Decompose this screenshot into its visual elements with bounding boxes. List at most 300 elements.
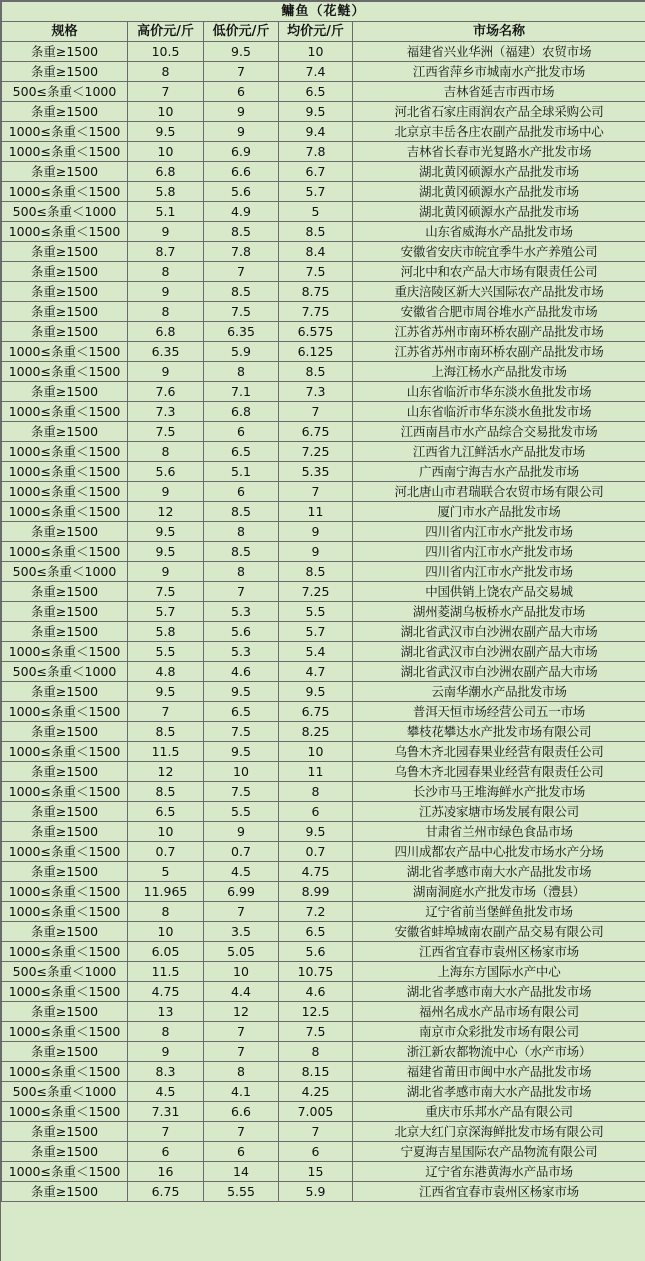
market-name-cell: 重庆涪陵区新大兴国际农产品批发市场 [353, 282, 645, 302]
table-row [2, 362, 645, 382]
high-price-cell: 11.5 [128, 962, 204, 982]
table-row [2, 662, 645, 682]
market-name-cell: 安徽省安庆市皖宜季牛水产养殖公司 [353, 242, 645, 262]
table-row [2, 422, 645, 442]
market-name-cell: 厦门市水产品批发市场 [353, 502, 645, 522]
high-price-cell: 4.8 [128, 662, 204, 682]
spec-cell: 1000≤条重＜1500 [2, 782, 128, 802]
table-row [2, 1122, 645, 1142]
low-price-cell: 6 [204, 82, 279, 102]
spec-cell: 条重≥1500 [2, 282, 128, 302]
table-row [2, 982, 645, 1002]
spec-cell: 条重≥1500 [2, 1142, 128, 1162]
table-row [2, 242, 645, 262]
market-name-cell: 南京市众彩批发市场有限公司 [353, 1022, 645, 1042]
table-row [2, 842, 645, 862]
market-name-cell: 江西省宜春市袁州区杨家市场 [353, 942, 645, 962]
market-name-cell: 北京大红门京深海鲜批发市场有限公司 [353, 1122, 645, 1142]
table-row [2, 462, 645, 482]
high-price-cell: 7 [128, 82, 204, 102]
high-price-cell: 8 [128, 262, 204, 282]
avg-price-cell: 5.5 [279, 602, 353, 622]
high-price-cell: 12 [128, 762, 204, 782]
avg-price-cell: 11 [279, 762, 353, 782]
market-name-cell: 山东省威海水产品批发市场 [353, 222, 645, 242]
spec-cell: 500≤条重＜1000 [2, 562, 128, 582]
market-name-cell: 四川省内江市水产批发市场 [353, 542, 645, 562]
market-name-cell: 辽宁省前当堡鲜鱼批发市场 [353, 902, 645, 922]
market-name-cell: 吉林省延吉市西市场 [353, 82, 645, 102]
high-price-cell: 8 [128, 62, 204, 82]
table-title: 鳙鱼（花鲢） [2, 2, 645, 22]
table-row [2, 342, 645, 362]
avg-price-cell: 11 [279, 502, 353, 522]
high-price-cell: 0.7 [128, 842, 204, 862]
avg-price-cell: 7.5 [279, 262, 353, 282]
avg-price-cell: 8.5 [279, 362, 353, 382]
low-price-cell: 12 [204, 1002, 279, 1022]
market-name-cell: 湖北黄冈硕源水产品批发市场 [353, 202, 645, 222]
high-price-cell: 7 [128, 1122, 204, 1142]
high-price-cell: 10 [128, 922, 204, 942]
low-price-cell: 7.5 [204, 722, 279, 742]
avg-price-cell: 8.4 [279, 242, 353, 262]
spec-cell: 1000≤条重＜1500 [2, 842, 128, 862]
high-price-cell: 5 [128, 862, 204, 882]
table-row [2, 42, 645, 62]
table-row [2, 182, 645, 202]
avg-price-cell: 12.5 [279, 1002, 353, 1022]
table-row [2, 102, 645, 122]
low-price-cell: 4.6 [204, 662, 279, 682]
table-row [2, 1182, 645, 1202]
low-price-cell: 5.55 [204, 1182, 279, 1202]
high-price-cell: 9.5 [128, 682, 204, 702]
table-row [2, 322, 645, 342]
avg-price-cell: 5.7 [279, 182, 353, 202]
market-name-cell: 中国供销上饶农产品交易城 [353, 582, 645, 602]
high-price-cell: 16 [128, 1162, 204, 1182]
low-price-cell: 8 [204, 522, 279, 542]
spec-cell: 条重≥1500 [2, 822, 128, 842]
high-price-cell: 10 [128, 102, 204, 122]
low-price-cell: 5.9 [204, 342, 279, 362]
header-low-price: 低价元/斤 [204, 22, 279, 42]
low-price-cell: 6.8 [204, 402, 279, 422]
market-name-cell: 重庆市乐邦水产品有限公司 [353, 1102, 645, 1122]
high-price-cell: 6 [128, 1142, 204, 1162]
high-price-cell: 7 [128, 702, 204, 722]
low-price-cell: 7 [204, 1042, 279, 1062]
high-price-cell: 7.31 [128, 1102, 204, 1122]
avg-price-cell: 9.4 [279, 122, 353, 142]
spec-cell: 条重≥1500 [2, 922, 128, 942]
avg-price-cell: 10.75 [279, 962, 353, 982]
table-row [2, 622, 645, 642]
high-price-cell: 5.6 [128, 462, 204, 482]
table-row [2, 822, 645, 842]
low-price-cell: 8.5 [204, 282, 279, 302]
spec-cell: 500≤条重＜1000 [2, 662, 128, 682]
avg-price-cell: 9 [279, 542, 353, 562]
avg-price-cell: 9.5 [279, 822, 353, 842]
high-price-cell: 6.35 [128, 342, 204, 362]
high-price-cell: 5.5 [128, 642, 204, 662]
avg-price-cell: 4.75 [279, 862, 353, 882]
spec-cell: 1000≤条重＜1500 [2, 1162, 128, 1182]
avg-price-cell: 4.7 [279, 662, 353, 682]
high-price-cell: 6.8 [128, 162, 204, 182]
high-price-cell: 5.1 [128, 202, 204, 222]
market-name-cell: 广西南宁海吉水产品批发市场 [353, 462, 645, 482]
table-row [2, 442, 645, 462]
market-name-cell: 安徽省合肥市周谷堆水产品批发市场 [353, 302, 645, 322]
market-name-cell: 辽宁省东港黄海水产品市场 [353, 1162, 645, 1182]
avg-price-cell: 7 [279, 482, 353, 502]
table-title-row [2, 2, 645, 22]
table-row [2, 942, 645, 962]
avg-price-cell: 7.3 [279, 382, 353, 402]
avg-price-cell: 7.005 [279, 1102, 353, 1122]
table-row [2, 1022, 645, 1042]
high-price-cell: 9 [128, 482, 204, 502]
low-price-cell: 7.5 [204, 302, 279, 322]
low-price-cell: 9.5 [204, 42, 279, 62]
avg-price-cell: 15 [279, 1162, 353, 1182]
high-price-cell: 7.6 [128, 382, 204, 402]
spec-cell: 1000≤条重＜1500 [2, 1062, 128, 1082]
table-row [2, 722, 645, 742]
spec-cell: 条重≥1500 [2, 1002, 128, 1022]
spec-cell: 条重≥1500 [2, 722, 128, 742]
low-price-cell: 8.5 [204, 542, 279, 562]
low-price-cell: 5.5 [204, 802, 279, 822]
avg-price-cell: 10 [279, 42, 353, 62]
table-row [2, 602, 645, 622]
low-price-cell: 3.5 [204, 922, 279, 942]
low-price-cell: 6.6 [204, 162, 279, 182]
high-price-cell: 11.965 [128, 882, 204, 902]
table-row [2, 582, 645, 602]
high-price-cell: 7.5 [128, 582, 204, 602]
table-row [2, 702, 645, 722]
market-name-cell: 四川省内江市水产批发市场 [353, 562, 645, 582]
table-row [2, 1042, 645, 1062]
table-row [2, 1162, 645, 1182]
market-name-cell: 四川省内江市水产批发市场 [353, 522, 645, 542]
high-price-cell: 7.5 [128, 422, 204, 442]
avg-price-cell: 8.75 [279, 282, 353, 302]
market-name-cell: 云南华潮水产品批发市场 [353, 682, 645, 702]
market-name-cell: 安徽省蚌埠城南农副产品交易有限公司 [353, 922, 645, 942]
market-name-cell: 甘肃省兰州市绿色食品市场 [353, 822, 645, 842]
market-name-cell: 宁夏海吉星国际农产品物流有限公司 [353, 1142, 645, 1162]
high-price-cell: 9.5 [128, 542, 204, 562]
avg-price-cell: 6.125 [279, 342, 353, 362]
table-row [2, 542, 645, 562]
market-name-cell: 福州名成水产品市场有限公司 [353, 1002, 645, 1022]
low-price-cell: 6 [204, 482, 279, 502]
low-price-cell: 6.35 [204, 322, 279, 342]
spec-cell: 条重≥1500 [2, 322, 128, 342]
avg-price-cell: 6 [279, 802, 353, 822]
high-price-cell: 12 [128, 502, 204, 522]
spec-cell: 1000≤条重＜1500 [2, 402, 128, 422]
avg-price-cell: 10 [279, 742, 353, 762]
low-price-cell: 7.8 [204, 242, 279, 262]
high-price-cell: 6.05 [128, 942, 204, 962]
market-name-cell: 河北唐山市君瑞联合农贸市场有限公司 [353, 482, 645, 502]
market-name-cell: 江苏省苏州市南环桥农副产品批发市场 [353, 322, 645, 342]
market-name-cell: 湖北省孝感市南大水产品批发市场 [353, 862, 645, 882]
market-name-cell: 山东省临沂市华东淡水鱼批发市场 [353, 402, 645, 422]
high-price-cell: 8.5 [128, 722, 204, 742]
market-name-cell: 河北省石家庄雨润农产品全球采购公司 [353, 102, 645, 122]
avg-price-cell: 7.8 [279, 142, 353, 162]
spec-cell: 条重≥1500 [2, 522, 128, 542]
table-row [2, 902, 645, 922]
table-row [2, 802, 645, 822]
spec-cell: 1000≤条重＜1500 [2, 1022, 128, 1042]
high-price-cell: 9 [128, 282, 204, 302]
spec-cell: 条重≥1500 [2, 242, 128, 262]
high-price-cell: 9.5 [128, 122, 204, 142]
low-price-cell: 4.9 [204, 202, 279, 222]
spec-cell: 1000≤条重＜1500 [2, 442, 128, 462]
spec-cell: 1000≤条重＜1500 [2, 642, 128, 662]
high-price-cell: 10 [128, 142, 204, 162]
low-price-cell: 8 [204, 362, 279, 382]
table-row [2, 742, 645, 762]
low-price-cell: 5.3 [204, 602, 279, 622]
low-price-cell: 10 [204, 962, 279, 982]
low-price-cell: 6.9 [204, 142, 279, 162]
avg-price-cell: 5 [279, 202, 353, 222]
high-price-cell: 9 [128, 222, 204, 242]
market-name-cell: 江西省九江鲜活水产品批发市场 [353, 442, 645, 462]
market-name-cell: 乌鲁木齐北园春果业经营有限责任公司 [353, 742, 645, 762]
low-price-cell: 7 [204, 582, 279, 602]
avg-price-cell: 9.5 [279, 102, 353, 122]
market-name-cell: 湖北省武汉市白沙洲农副产品大市场 [353, 622, 645, 642]
spec-cell: 条重≥1500 [2, 422, 128, 442]
low-price-cell: 6 [204, 422, 279, 442]
high-price-cell: 9 [128, 562, 204, 582]
low-price-cell: 6 [204, 1142, 279, 1162]
table-row [2, 522, 645, 542]
low-price-cell: 5.6 [204, 622, 279, 642]
table-row [2, 402, 645, 422]
spec-cell: 条重≥1500 [2, 1122, 128, 1142]
spec-cell: 1000≤条重＜1500 [2, 462, 128, 482]
high-price-cell: 5.8 [128, 622, 204, 642]
high-price-cell: 11.5 [128, 742, 204, 762]
low-price-cell: 6.5 [204, 442, 279, 462]
market-name-cell: 湖北黄冈硕源水产品批发市场 [353, 162, 645, 182]
market-name-cell: 河北中和农产品大市场有限责任公司 [353, 262, 645, 282]
avg-price-cell: 7.2 [279, 902, 353, 922]
spec-cell: 1000≤条重＜1500 [2, 362, 128, 382]
table-row [2, 642, 645, 662]
table-row [2, 82, 645, 102]
spec-cell: 条重≥1500 [2, 62, 128, 82]
market-name-cell: 长沙市马王堆海鲜水产批发市场 [353, 782, 645, 802]
spec-cell: 1000≤条重＜1500 [2, 222, 128, 242]
avg-price-cell: 6.7 [279, 162, 353, 182]
spec-cell: 1000≤条重＜1500 [2, 542, 128, 562]
spec-cell: 条重≥1500 [2, 262, 128, 282]
low-price-cell: 8 [204, 1062, 279, 1082]
avg-price-cell: 7 [279, 1122, 353, 1142]
low-price-cell: 7.5 [204, 782, 279, 802]
avg-price-cell: 4.6 [279, 982, 353, 1002]
spec-cell: 500≤条重＜1000 [2, 1082, 128, 1102]
table-row [2, 142, 645, 162]
avg-price-cell: 8.15 [279, 1062, 353, 1082]
table-row [2, 862, 645, 882]
table-row [2, 202, 645, 222]
avg-price-cell: 8.25 [279, 722, 353, 742]
header-market-name: 市场名称 [353, 22, 645, 42]
price-table [1, 1, 645, 1202]
market-name-cell: 江西省宜春市袁州区杨家市场 [353, 1182, 645, 1202]
market-name-cell: 吉林省长春市光复路水产批发市场 [353, 142, 645, 162]
low-price-cell: 0.7 [204, 842, 279, 862]
spec-cell: 条重≥1500 [2, 382, 128, 402]
high-price-cell: 8 [128, 902, 204, 922]
spec-cell: 1000≤条重＜1500 [2, 502, 128, 522]
spec-cell: 条重≥1500 [2, 1182, 128, 1202]
table-row [2, 222, 645, 242]
market-name-cell: 江苏省苏州市南环桥农副产品批发市场 [353, 342, 645, 362]
high-price-cell: 6.8 [128, 322, 204, 342]
table-row [2, 1002, 645, 1022]
spec-cell: 1000≤条重＜1500 [2, 742, 128, 762]
spec-cell: 500≤条重＜1000 [2, 962, 128, 982]
spec-cell: 1000≤条重＜1500 [2, 342, 128, 362]
table-row [2, 162, 645, 182]
spec-cell: 条重≥1500 [2, 42, 128, 62]
low-price-cell: 10 [204, 762, 279, 782]
header-spec: 规格 [2, 22, 128, 42]
avg-price-cell: 7.5 [279, 1022, 353, 1042]
spec-cell: 1000≤条重＜1500 [2, 882, 128, 902]
low-price-cell: 7 [204, 1022, 279, 1042]
low-price-cell: 8 [204, 562, 279, 582]
low-price-cell: 9.5 [204, 682, 279, 702]
low-price-cell: 7.1 [204, 382, 279, 402]
avg-price-cell: 6 [279, 1142, 353, 1162]
market-name-cell: 福建省兴业华洲（福建）农贸市场 [353, 42, 645, 62]
market-name-cell: 湖北省武汉市白沙洲农副产品大市场 [353, 662, 645, 682]
avg-price-cell: 6.575 [279, 322, 353, 342]
high-price-cell: 8 [128, 442, 204, 462]
high-price-cell: 9 [128, 362, 204, 382]
low-price-cell: 7 [204, 62, 279, 82]
high-price-cell: 10.5 [128, 42, 204, 62]
spec-cell: 500≤条重＜1000 [2, 82, 128, 102]
market-name-cell: 上海江杨水产品批发市场 [353, 362, 645, 382]
low-price-cell: 5.6 [204, 182, 279, 202]
spec-cell: 条重≥1500 [2, 102, 128, 122]
high-price-cell: 4.5 [128, 1082, 204, 1102]
avg-price-cell: 8.5 [279, 222, 353, 242]
market-name-cell: 上海东方国际水产中心 [353, 962, 645, 982]
low-price-cell: 4.5 [204, 862, 279, 882]
table-row [2, 302, 645, 322]
table-row [2, 922, 645, 942]
avg-price-cell: 7.4 [279, 62, 353, 82]
spec-cell: 条重≥1500 [2, 862, 128, 882]
low-price-cell: 6.6 [204, 1102, 279, 1122]
avg-price-cell: 5.6 [279, 942, 353, 962]
market-name-cell: 湖州菱湖乌板桥水产品批发市场 [353, 602, 645, 622]
market-name-cell: 山东省临沂市华东淡水鱼批发市场 [353, 382, 645, 402]
spec-cell: 1000≤条重＜1500 [2, 1102, 128, 1122]
high-price-cell: 4.75 [128, 982, 204, 1002]
table-row [2, 882, 645, 902]
low-price-cell: 9 [204, 102, 279, 122]
high-price-cell: 13 [128, 1002, 204, 1022]
spec-cell: 条重≥1500 [2, 1042, 128, 1062]
low-price-cell: 7 [204, 1122, 279, 1142]
avg-price-cell: 8.5 [279, 562, 353, 582]
table-row [2, 682, 645, 702]
avg-price-cell: 5.4 [279, 642, 353, 662]
table-row [2, 562, 645, 582]
table-row [2, 782, 645, 802]
high-price-cell: 9.5 [128, 522, 204, 542]
high-price-cell: 6.5 [128, 802, 204, 822]
low-price-cell: 8.5 [204, 222, 279, 242]
avg-price-cell: 7 [279, 402, 353, 422]
table-row [2, 262, 645, 282]
high-price-cell: 8.3 [128, 1062, 204, 1082]
high-price-cell: 10 [128, 822, 204, 842]
table-header-row [2, 22, 645, 42]
market-name-cell: 湖北省武汉市白沙洲农副产品大市场 [353, 642, 645, 662]
low-price-cell: 9 [204, 822, 279, 842]
avg-price-cell: 6.5 [279, 82, 353, 102]
spec-cell: 1000≤条重＜1500 [2, 702, 128, 722]
low-price-cell: 6.5 [204, 702, 279, 722]
market-name-cell: 湖南洞庭水产批发市场（澧县） [353, 882, 645, 902]
spec-cell: 1000≤条重＜1500 [2, 482, 128, 502]
high-price-cell: 8 [128, 302, 204, 322]
high-price-cell: 8.7 [128, 242, 204, 262]
low-price-cell: 7 [204, 902, 279, 922]
spec-cell: 条重≥1500 [2, 682, 128, 702]
table-row [2, 1082, 645, 1102]
high-price-cell: 6.75 [128, 1182, 204, 1202]
avg-price-cell: 7.75 [279, 302, 353, 322]
avg-price-cell: 6.5 [279, 922, 353, 942]
table-row [2, 1062, 645, 1082]
market-name-cell: 江西南昌市水产品综合交易批发市场 [353, 422, 645, 442]
high-price-cell: 8.5 [128, 782, 204, 802]
low-price-cell: 4.4 [204, 982, 279, 1002]
avg-price-cell: 0.7 [279, 842, 353, 862]
spec-cell: 条重≥1500 [2, 762, 128, 782]
table-row [2, 502, 645, 522]
spec-cell: 500≤条重＜1000 [2, 202, 128, 222]
spec-cell: 1000≤条重＜1500 [2, 142, 128, 162]
high-price-cell: 5.7 [128, 602, 204, 622]
low-price-cell: 9 [204, 122, 279, 142]
avg-price-cell: 6.75 [279, 702, 353, 722]
market-name-cell: 乌鲁木齐北园春果业经营有限责任公司 [353, 762, 645, 782]
market-name-cell: 江苏凌家塘市场发展有限公司 [353, 802, 645, 822]
